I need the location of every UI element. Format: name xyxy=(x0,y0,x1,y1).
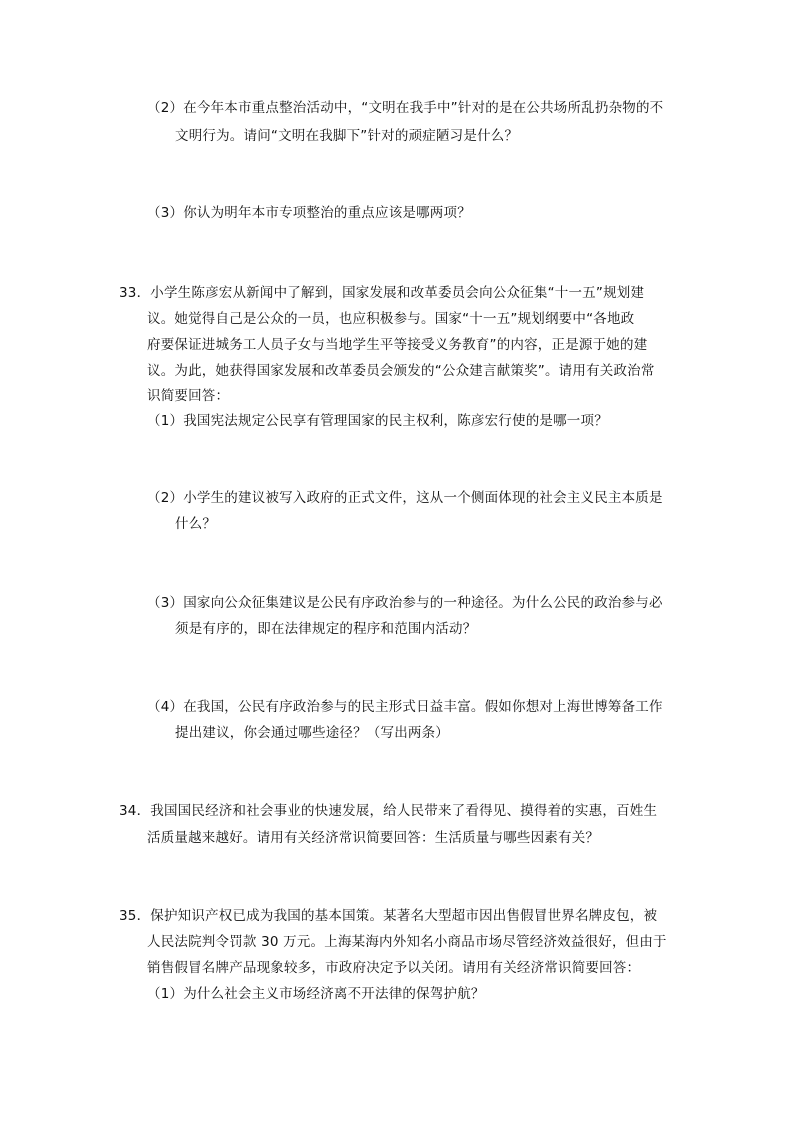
question-33-sub-4-cont: 提出建议，你会通过哪些途径？（写出两条） xyxy=(175,725,449,741)
question-35-sub-1: （1）为什么社会主义市场经济离不开法律的保驾护航？ xyxy=(147,986,485,1002)
question-34: 34．我国国民经济和社会事业的快速发展，给人民带来了看得见、摸得着的实惠，百姓生 xyxy=(119,803,658,819)
question-35-line3: 销售假冒名牌产品现象较多，市政府决定予以关闭。请用有关经济常识简要回答： xyxy=(147,960,641,976)
question-33-sub-2-cont: 什么？ xyxy=(175,516,217,532)
question-33-sub-2: （2）小学生的建议被写入政府的正式文件，这从一个侧面体现的社会主义民主本质是 xyxy=(147,490,663,506)
question-33-sub-3-cont: 须是有序的，即在法律规定的程序和范围内活动？ xyxy=(175,621,477,637)
sub-question-3: （3）你认为明年本市专项整治的重点应该是哪两项？ xyxy=(147,205,471,221)
question-33-sub-4: （4）在我国，公民有序政治参与的民主形式日益丰富。假如你想对上海世博筹备工作 xyxy=(147,699,663,715)
question-33-line3: 府要保证进城务工人员子女与当地学生平等接受义务教育”的内容，正是源于她的建 xyxy=(147,337,648,353)
question-33-line5: 识简要回答： xyxy=(147,388,230,404)
question-33-line2: 议。她觉得自己是公众的一员，也应积极参与。国家“十一五”规划纲要中“各地政 xyxy=(147,311,635,327)
question-33: 33．小学生陈彦宏从新闻中了解到，国家发展和改革委员会向公众征集“十一五”规划建 xyxy=(119,285,645,301)
question-35: 35．保护知识产权已成为我国的基本国策。某著名大型超市因出售假冒世界名牌皮包，被 xyxy=(119,908,658,924)
question-33-sub-3: （3）国家向公众征集建议是公民有序政治参与的一种途径。为什么公民的政治参与必 xyxy=(147,595,663,611)
question-33-sub-1: （1）我国宪法规定公民享有管理国家的民主权利，陈彦宏行使的是哪一项？ xyxy=(147,413,608,429)
question-35-line2: 人民法院判令罚款 30 万元。上海某海内外知名小商品市场尽管经济效益很好，但由于 xyxy=(147,934,667,950)
question-33-line4: 议。为此，她获得国家发展和改革委员会颁发的“公众建言献策奖”。请用有关政治常 xyxy=(147,363,655,379)
sub-question-2: （2）在今年本市重点整治活动中，“文明在我手中”针对的是在公共场所乱扔杂物的不 xyxy=(147,100,664,116)
sub-question-2-cont: 文明行为。请问“文明在我脚下”针对的顽症陋习是什么？ xyxy=(175,128,519,144)
question-34-line2: 活质量越来越好。请用有关经济常识简要回答：生活质量与哪些因素有关？ xyxy=(147,830,600,846)
